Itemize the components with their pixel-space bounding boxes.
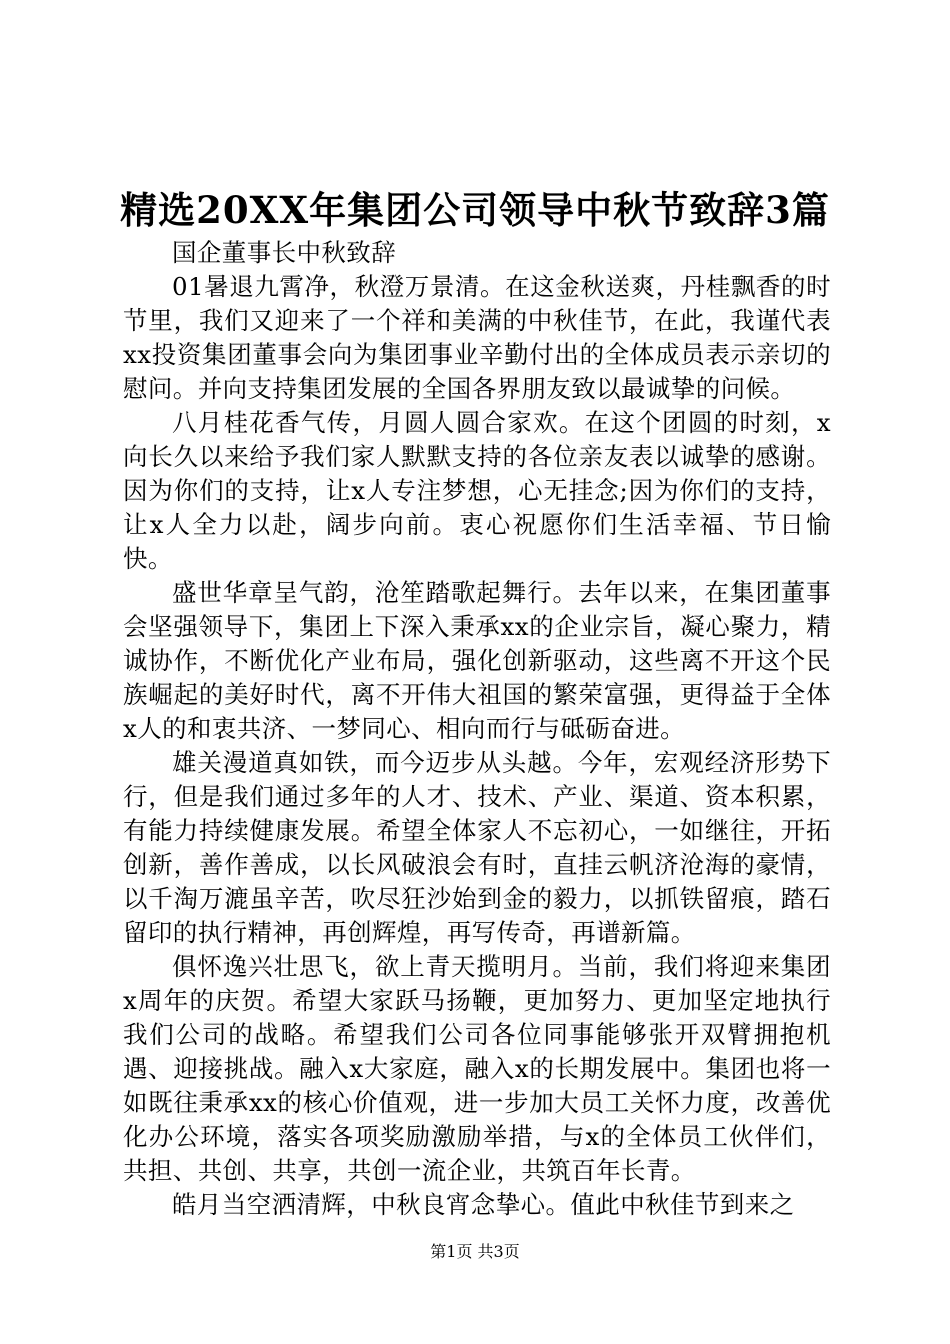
document-subtitle: 国企董事长中秋致辞 bbox=[172, 238, 397, 267]
paragraph: 皓月当空洒清辉，中秋良宵念挚心。值此中秋佳节到来之 bbox=[172, 1190, 795, 1219]
paragraph: 俱怀逸兴壮思飞，欲上青天揽明月。当前，我们将迎来集团x周年的庆贺。希望大家跃马扬鞭，更加努力、更加坚定地执行我们公司的战略。希望我们公司各位同事能够张开双臂拥抱机遇、迎接挑战。融入x大家庭，融入x的长期发展中。集团也将一如既往秉承xx的核心价值观，进一步加大员工关怀力度，改善优化办公环境，落实各项奖励激励举措，与x的全体员工伙伴们，共担、共创、共享，共创一流企业，共筑百年长青。 bbox=[123, 952, 831, 1185]
document-body bbox=[123, 236, 831, 1222]
document-title: 精选20XX年集团公司领导中秋节致辞3篇 bbox=[120, 188, 830, 232]
paragraph: 01暑退九霄净，秋澄万景清。在这金秋送爽，丹桂飘香的时节里，我们又迎来了一个祥和美满的中秋佳节，在此，我谨代表xx投资集团董事会向为集团事业辛勤付出的全体成员表示亲切的慰问。并向支持集团发展的全国各界朋友致以最诚挚的问候。 bbox=[123, 272, 831, 403]
paragraph: 雄关漫道真如铁，而今迈步从头越。今年，宏观经济形势下行，但是我们通过多年的人才、技术、产业、渠道、资本积累，有能力持续健康发展。希望全体家人不忘初心，一如继往，开拓创新，善作善成，以长风破浪会有时，直挂云帆济沧海的豪情，以千淘万漉虽辛苦，吹尽狂沙始到金的毅力，以抓铁留痕，踏石留印的执行精神，再创辉煌，再写传奇，再谱新篇。 bbox=[123, 748, 831, 947]
page-footer: 第1页 共3页 bbox=[430, 1242, 520, 1261]
paragraph: 盛世华章呈气韵，沧笙踏歌起舞行。去年以来，在集团董事会坚强领导下，集团上下深入秉承xx的企业宗旨，凝心聚力，精诚协作，不断优化产业布局，强化创新驱动，这些离不开这个民族崛起的美好时代，离不开伟大祖国的繁荣富强，更得益于全体x人的和衷共济、一梦同心、相向而行与砥砺奋进。 bbox=[123, 578, 831, 743]
paragraph: 八月桂花香气传，月圆人圆合家欢。在这个团圆的时刻，x向长久以来给予我们家人默默支持的各位亲友表以诚挚的感谢。因为你们的支持，让x人专注梦想，心无挂念;因为你们的支持，让x人全力以赴，阔步向前。衷心祝愿你们生活幸福、节日愉快。 bbox=[123, 408, 831, 573]
